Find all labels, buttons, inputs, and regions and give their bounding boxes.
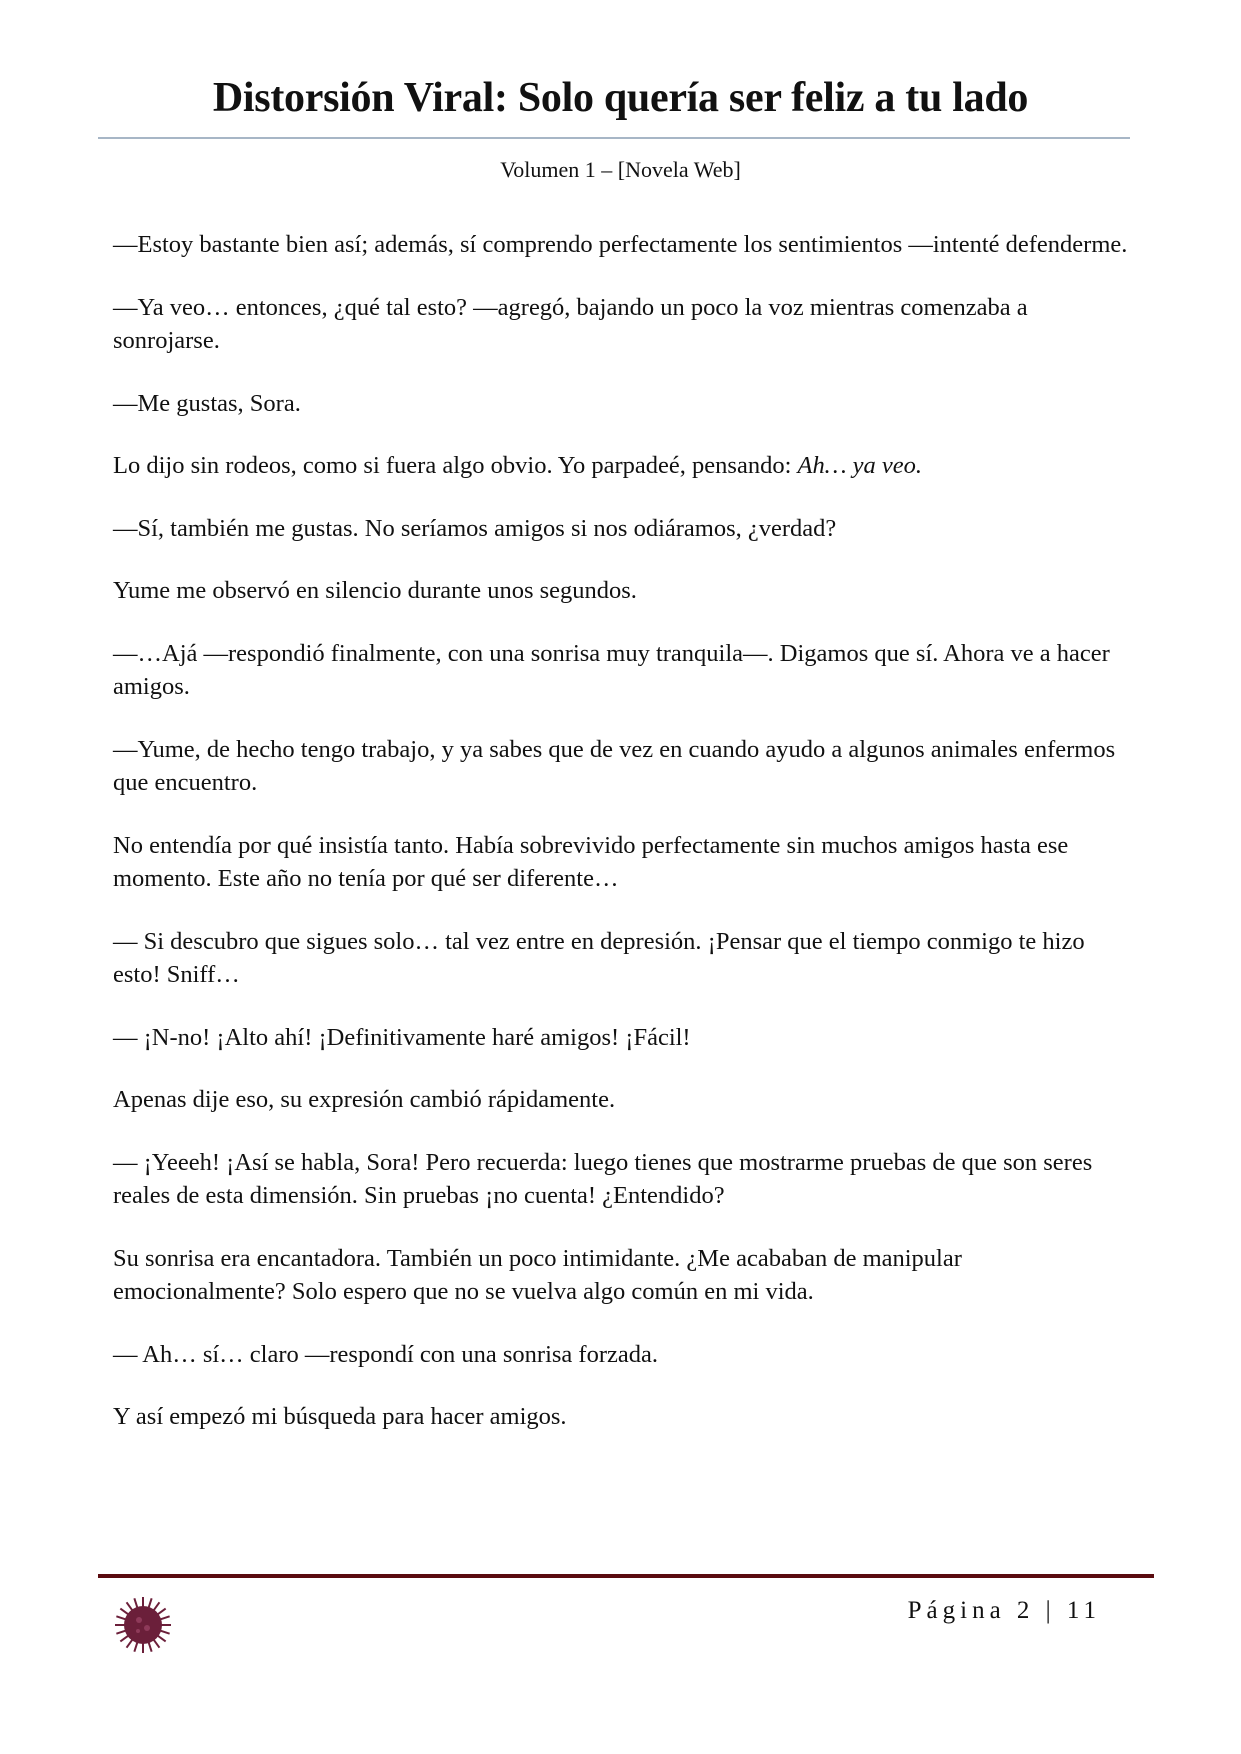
paragraph-text: — ¡N-no! ¡Alto ahí! ¡Definitivamente haré amigos! ¡Fácil!	[113, 1023, 691, 1051]
paragraph-text: —Sí, también me gustas. No seríamos amigos si nos odiáramos, ¿verdad?	[113, 514, 837, 542]
virus-icon	[112, 1594, 174, 1656]
paragraph-text: — ¡Yeeeh! ¡Así se habla, Sora! Pero recuerda: luego tienes que mostrarme pruebas de que son seres reales de esta dimensión. Sin pruebas ¡no cuenta! ¿Entendido?	[113, 1148, 1093, 1209]
document-subtitle: Volumen 1 – [Novela Web]	[500, 157, 741, 182]
paragraph-text: —Ya veo… entonces, ¿qué tal esto? —agregó, bajando un poco la voz mientras comenzaba a sonrojarse.	[113, 293, 1028, 354]
paragraph-text: Apenas dije eso, su expresión cambió rápidamente.	[113, 1086, 616, 1113]
paragraph	[113, 733, 1133, 800]
paragraph-italic-text: Ah… ya veo.	[797, 452, 923, 479]
paragraph	[113, 291, 1133, 358]
paragraph-text: —…Ajá —respondió finalmente, con una sonrisa muy tranquila—. Digamos que sí. Ahora ve a hacer amigos.	[113, 639, 1110, 700]
page-number: Página 2 | 11	[907, 1597, 1101, 1624]
paragraph	[113, 387, 1133, 421]
paragraph	[113, 1021, 1133, 1055]
paragraph-text: —Me gustas, Sora.	[113, 389, 301, 417]
paragraph	[113, 512, 1133, 546]
paragraph	[113, 228, 1133, 262]
paragraph-text: Yume me observó en silencio durante unos segundos.	[113, 577, 637, 604]
paragraph	[113, 1338, 1133, 1372]
paragraph	[113, 1400, 1133, 1434]
paragraph	[113, 574, 1133, 608]
paragraph-text: Y así empezó mi búsqueda para hacer amigos.	[113, 1403, 567, 1430]
paragraph-text: Lo dijo sin rodeos, como si fuera algo obvio. Yo parpadeé, pensando:	[113, 452, 798, 479]
footer-divider	[98, 1574, 1154, 1578]
paragraph-text: — Si descubro que sigues solo… tal vez entre en depresión. ¡Pensar que el tiempo conmigo te hizo esto! Sniff…	[113, 927, 1085, 988]
paragraph-text: — Ah… sí… claro —respondí con una sonrisa forzada.	[113, 1340, 658, 1368]
document-title: Distorsión Viral: Solo quería ser feliz a tu lado	[212, 75, 1029, 121]
paragraph-text: —Estoy bastante bien así; además, sí comprendo perfectamente los sentimientos —intenté defenderme.	[113, 231, 1128, 258]
paragraph	[113, 637, 1133, 704]
paragraph	[113, 829, 1133, 896]
paragraph-text: Su sonrisa era encantadora. También un poco intimidante. ¿Me acababan de manipular emocionalmente? Solo espero que no se vuelva algo común en mi vida.	[113, 1244, 962, 1305]
paragraph	[113, 449, 1133, 483]
paragraph	[113, 1083, 1133, 1117]
paragraph	[113, 1242, 1133, 1309]
paragraph-text: No entendía por qué insistía tanto. Había sobrevivido perfectamente sin muchos amigos hasta ese momento. Este año no tenía por qué ser diferente…	[113, 831, 1069, 892]
paragraph	[113, 925, 1133, 992]
paragraph	[113, 1146, 1133, 1213]
paragraph-text: —Yume, de hecho tengo trabajo, y ya sabes que de vez en cuando ayudo a algunos animales enfermos que encuentro.	[113, 735, 1116, 796]
title-divider	[98, 137, 1130, 139]
document-body	[113, 228, 1133, 1463]
